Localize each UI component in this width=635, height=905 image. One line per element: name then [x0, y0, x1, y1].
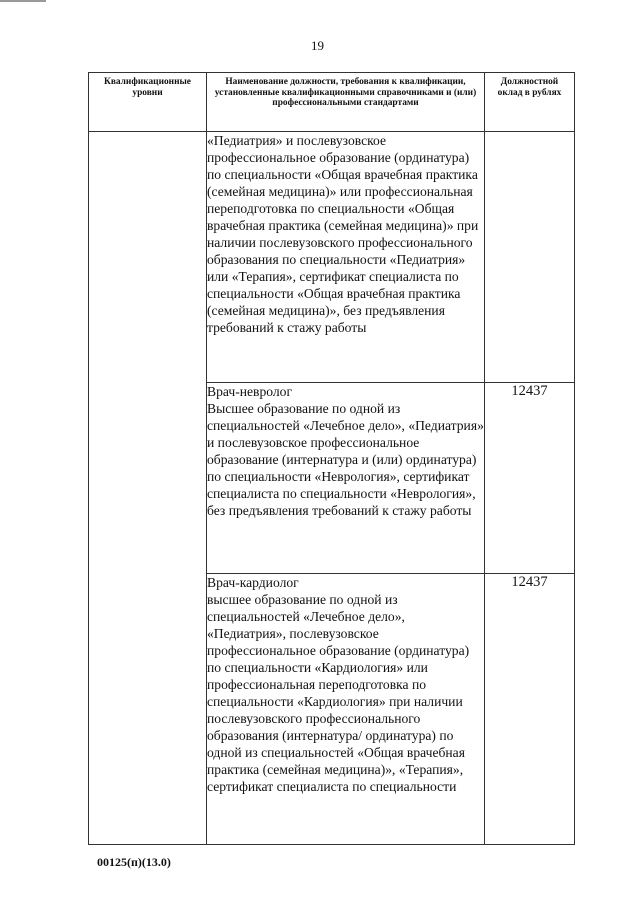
- header-salary: Должностной оклад в рублях: [485, 73, 575, 132]
- header-position-requirements: Наименование должности, требования к квалификации, установленные квалификационными справочниками и (или) профессиональными стандартами: [207, 73, 485, 132]
- row-title: Врач-невролог: [207, 384, 293, 399]
- scan-edge-mark: [0, 0, 46, 2]
- header-qualification-levels: Квалификационные уровни: [89, 73, 207, 132]
- salary-cell: 12437: [485, 383, 575, 574]
- salary-cell: 12437: [485, 574, 575, 845]
- table-header-row: [89, 73, 575, 132]
- document-code: 00125(п)(13.0): [97, 855, 171, 869]
- page-number: 19: [311, 38, 324, 53]
- row-requirements: высшее образование по одной из специальностей «Лечебное дело», «Педиатрия», послевузовское профессиональное образование (ординатура) по специальности «Кардиология» или профессиональная переподготовка по специальности «Кардиология» при наличии послевузовского профессионального образования (интернатура/ ординатура) по одной из специальностей «Общая врачебная практика (семейная медицина)», «Терапия», сертификат специалиста по специальности: [207, 592, 470, 794]
- row-requirements: «Педиатрия» и послевузовское профессиональное образование (ординатура) по специальности «Общая врачебная практика (семейная медицина)» или профессиональная переподготовка по специальности «Общая врачебная практика (семейная медицина)» при наличии послевузовского профессионального образования по специальности «Педиатрия» или «Терапия», сертификат специалиста по специальности «Общая врачебная практика (семейная медицина)», без предъявления требований к стажу работы: [207, 133, 479, 335]
- requirements-cell: [207, 383, 485, 574]
- requirements-cell: [207, 132, 485, 383]
- row-requirements: Высшее образование по одной из специальностей «Лечебное дело», «Педиатрия» и послевузовское профессиональное образование (интернатура и (или) ординатура) по специальности «Неврология», сертификат специалиста по специальности «Неврология», без предъявления требований к стажу работы: [207, 401, 484, 518]
- qualification-level-cell: [89, 132, 207, 845]
- row-title: Врач-кардиолог: [207, 575, 299, 590]
- salary-cell: [485, 132, 575, 383]
- qualification-table: [88, 72, 575, 845]
- requirements-cell: [207, 574, 485, 845]
- table-row: [89, 132, 575, 383]
